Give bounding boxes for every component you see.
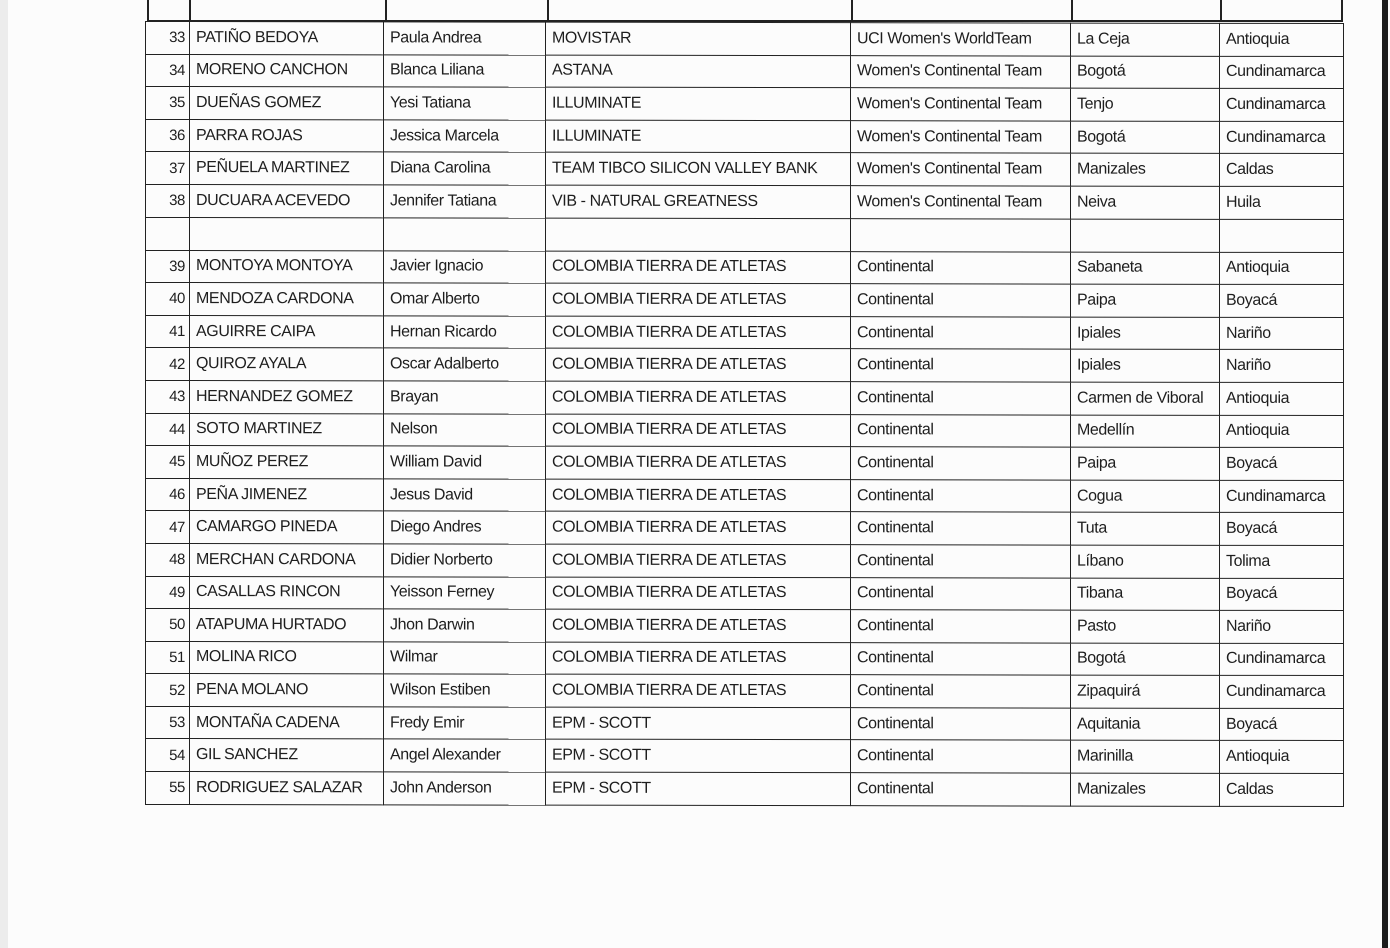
- rider-number-cell: 37: [146, 152, 190, 185]
- team-category-cell: Continental: [851, 382, 1071, 415]
- rider-firstname-cell: Wilson Estiben: [384, 674, 546, 707]
- rider-firstname-cell: Yeisson Ferney: [384, 576, 546, 609]
- rider-surname-cell: RODRIGUEZ SALAZAR: [190, 772, 384, 805]
- rider-firstname-cell: Yesi Tatiana: [384, 87, 546, 120]
- rider-city-cell: Marinilla: [1071, 741, 1220, 774]
- rider-surname-cell: GIL SANCHEZ: [190, 739, 384, 772]
- rider-number-cell: 48: [146, 543, 190, 576]
- rider-city-cell: Medellín: [1071, 415, 1220, 448]
- rider-number-cell: 47: [146, 511, 190, 544]
- rider-surname-cell: PATIÑO BEDOYA: [190, 22, 384, 55]
- team-category-cell: Continental: [851, 251, 1071, 284]
- table-row: [146, 478, 1344, 513]
- rider-department-cell: Boyacá: [1220, 708, 1344, 741]
- rider-surname-cell: PARRA ROJAS: [190, 119, 384, 152]
- team-category-cell: Continental: [851, 512, 1071, 545]
- team-category-cell: Continental: [851, 545, 1071, 578]
- rider-number-cell: 52: [146, 674, 190, 707]
- rider-surname-cell: MERCHAN CARDONA: [190, 543, 384, 576]
- rider-surname-cell: DUEÑAS GOMEZ: [190, 87, 384, 120]
- rider-firstname-cell: John Anderson: [384, 772, 546, 805]
- blank-cell: [190, 217, 384, 250]
- scan-edge: [1382, 0, 1388, 948]
- rider-department-cell: Boyacá: [1220, 284, 1344, 317]
- rider-city-cell: Pasto: [1071, 610, 1220, 643]
- rider-department-cell: Boyacá: [1220, 447, 1344, 480]
- team-category-cell: Women's Continental Team: [851, 153, 1071, 186]
- rider-city-cell: Tibana: [1071, 578, 1220, 611]
- rider-surname-cell: PEÑUELA MARTINEZ: [190, 152, 384, 185]
- rider-department-cell: Cundinamarca: [1220, 676, 1344, 709]
- rider-department-cell: Cundinamarca: [1220, 480, 1344, 513]
- rider-surname-cell: QUIROZ AYALA: [190, 348, 384, 381]
- blank-row: [146, 217, 1344, 252]
- rider-surname-cell: CAMARGO PINEDA: [190, 511, 384, 544]
- rider-department-cell: Boyacá: [1220, 578, 1344, 611]
- rider-surname-cell: SOTO MARTINEZ: [190, 413, 384, 446]
- rider-department-cell: Cundinamarca: [1220, 56, 1344, 89]
- table-row: [146, 152, 1344, 187]
- team-category-cell: Women's Continental Team: [851, 186, 1071, 219]
- rider-number-cell: 53: [146, 706, 190, 739]
- rider-firstname-cell: William David: [384, 446, 546, 479]
- table-row: [146, 706, 1344, 741]
- rider-surname-cell: ATAPUMA HURTADO: [190, 609, 384, 642]
- rider-department-cell: Tolima: [1220, 545, 1344, 578]
- rider-team-cell: COLOMBIA TIERRA DE ATLETAS: [546, 479, 851, 512]
- team-category-cell: Continental: [851, 479, 1071, 512]
- rider-surname-cell: MENDOZA CARDONA: [190, 283, 384, 316]
- roster-women-section: [146, 21, 1344, 219]
- table-row: [146, 674, 1344, 709]
- rider-number-cell: 35: [146, 87, 190, 120]
- rider-department-cell: Boyacá: [1220, 513, 1344, 546]
- rider-surname-cell: MUÑOZ PEREZ: [190, 446, 384, 479]
- blank-cell: [546, 218, 851, 252]
- rider-firstname-cell: Hernan Ricardo: [384, 316, 546, 349]
- table-row: [146, 250, 1344, 285]
- rider-city-cell: Tuta: [1071, 512, 1220, 545]
- rider-surname-cell: AGUIRRE CAIPA: [190, 315, 384, 348]
- team-category-cell: Continental: [851, 740, 1071, 773]
- team-category-cell: Continental: [851, 577, 1071, 610]
- rider-team-cell: COLOMBIA TIERRA DE ATLETAS: [546, 283, 851, 316]
- rider-number-cell: 33: [146, 21, 190, 54]
- rider-department-cell: Antioquia: [1220, 741, 1344, 774]
- rider-firstname-cell: Didier Norberto: [384, 544, 546, 577]
- table-row: [146, 184, 1344, 219]
- rider-city-cell: Líbano: [1071, 545, 1220, 578]
- rider-team-cell: EPM - SCOTT: [546, 740, 851, 773]
- rider-department-cell: Antioquia: [1220, 23, 1344, 56]
- rider-surname-cell: HERNANDEZ GOMEZ: [190, 380, 384, 413]
- rider-department-cell: Antioquia: [1220, 252, 1344, 285]
- roster-separator: [146, 217, 1344, 252]
- table-row: [146, 283, 1344, 318]
- rider-team-cell: COLOMBIA TIERRA DE ATLETAS: [546, 348, 851, 381]
- rider-city-cell: Sabaneta: [1071, 252, 1220, 285]
- rider-firstname-cell: Javier Ignacio: [384, 250, 546, 283]
- rider-number-cell: 39: [146, 250, 190, 283]
- rider-team-cell: ILLUMINATE: [546, 87, 851, 120]
- blank-cell: [1220, 219, 1344, 252]
- rider-roster-table: [145, 21, 1344, 807]
- rider-firstname-cell: Nelson: [384, 413, 546, 446]
- table-row: [146, 511, 1344, 546]
- rider-department-cell: Antioquia: [1220, 382, 1344, 415]
- rider-firstname-cell: Jhon Darwin: [384, 609, 546, 642]
- rider-surname-cell: DUCUARA ACEVEDO: [190, 185, 384, 218]
- rider-department-cell: Cundinamarca: [1220, 121, 1344, 154]
- rider-team-cell: EPM - SCOTT: [546, 707, 851, 740]
- blank-cell: [384, 217, 546, 250]
- rider-firstname-cell: Blanca Liliana: [384, 54, 546, 87]
- rider-city-cell: Aquitania: [1071, 708, 1220, 741]
- rider-number-cell: 54: [146, 739, 190, 772]
- rider-city-cell: Neiva: [1071, 186, 1220, 219]
- rider-team-cell: COLOMBIA TIERRA DE ATLETAS: [546, 642, 851, 675]
- rider-surname-cell: MONTOYA MONTOYA: [190, 250, 384, 283]
- rider-surname-cell: PENA MOLANO: [190, 674, 384, 707]
- rider-firstname-cell: Fredy Emir: [384, 707, 546, 740]
- team-category-cell: Continental: [851, 414, 1071, 447]
- team-category-cell: Continental: [851, 447, 1071, 480]
- rider-department-cell: Antioquia: [1220, 415, 1344, 448]
- table-row: [146, 87, 1344, 122]
- team-category-cell: Continental: [851, 610, 1071, 643]
- table-row: [146, 54, 1344, 89]
- rider-team-cell: ILLUMINATE: [546, 120, 851, 153]
- table-row: [146, 119, 1344, 154]
- blank-cell: [1071, 219, 1220, 252]
- table-row: [146, 380, 1344, 415]
- rider-team-cell: COLOMBIA TIERRA DE ATLETAS: [546, 511, 851, 544]
- rider-city-cell: Ipiales: [1071, 349, 1220, 382]
- rider-department-cell: Caldas: [1220, 773, 1344, 806]
- table-row: [146, 413, 1344, 448]
- scan-shadow: [0, 0, 8, 948]
- rider-city-cell: Bogotá: [1071, 643, 1220, 676]
- table-row: [146, 21, 1344, 56]
- rider-number-cell: 43: [146, 380, 190, 413]
- rider-number-cell: 51: [146, 641, 190, 674]
- team-category-cell: Continental: [851, 349, 1071, 382]
- rider-team-cell: EPM - SCOTT: [546, 772, 851, 805]
- table-row: [146, 315, 1344, 350]
- team-category-cell: Women's Continental Team: [851, 120, 1071, 153]
- rider-firstname-cell: Jennifer Tatiana: [384, 185, 546, 218]
- rider-firstname-cell: Omar Alberto: [384, 283, 546, 316]
- team-category-cell: Women's Continental Team: [851, 88, 1071, 121]
- team-category-cell: UCI Women's WorldTeam: [851, 23, 1071, 56]
- rider-surname-cell: CASALLAS RINCON: [190, 576, 384, 609]
- rider-city-cell: Paipa: [1071, 447, 1220, 480]
- rider-number-cell: 38: [146, 184, 190, 217]
- table-row: [146, 348, 1344, 383]
- table-row: [146, 609, 1344, 644]
- rider-team-cell: COLOMBIA TIERRA DE ATLETAS: [546, 251, 851, 284]
- rider-team-cell: COLOMBIA TIERRA DE ATLETAS: [546, 577, 851, 610]
- rider-firstname-cell: Brayan: [384, 381, 546, 414]
- rider-firstname-cell: Angel Alexander: [384, 739, 546, 772]
- rider-firstname-cell: Wilmar: [384, 642, 546, 675]
- team-category-cell: Continental: [851, 284, 1071, 317]
- rider-department-cell: Caldas: [1220, 154, 1344, 187]
- rider-department-cell: Nariño: [1220, 610, 1344, 643]
- table-row: [146, 543, 1344, 578]
- team-category-cell: Continental: [851, 675, 1071, 708]
- rider-department-cell: Cundinamarca: [1220, 643, 1344, 676]
- rider-city-cell: Zipaquirá: [1071, 675, 1220, 708]
- rider-team-cell: MOVISTAR: [546, 22, 851, 55]
- rider-firstname-cell: Paula Andrea: [384, 22, 546, 55]
- rider-team-cell: TEAM TIBCO SILICON VALLEY BANK: [546, 153, 851, 186]
- rider-number-cell: 55: [146, 772, 190, 805]
- table-header-fragment: [147, 0, 1343, 22]
- table-row: [146, 739, 1344, 774]
- rider-number-cell: 50: [146, 609, 190, 642]
- rider-number-cell: 46: [146, 478, 190, 511]
- rider-number-cell: 40: [146, 283, 190, 316]
- rider-firstname-cell: Jessica Marcela: [384, 120, 546, 153]
- rider-department-cell: Cundinamarca: [1220, 89, 1344, 122]
- rider-team-cell: COLOMBIA TIERRA DE ATLETAS: [546, 414, 851, 447]
- rider-number-cell: 49: [146, 576, 190, 609]
- table-row: [146, 772, 1344, 807]
- team-category-cell: Continental: [851, 708, 1071, 741]
- rider-city-cell: Manizales: [1071, 153, 1220, 186]
- rider-city-cell: Tenjo: [1071, 88, 1220, 121]
- table-row: [146, 641, 1344, 676]
- rider-team-cell: ASTANA: [546, 55, 851, 88]
- rider-firstname-cell: Oscar Adalberto: [384, 348, 546, 381]
- rider-number-cell: 36: [146, 119, 190, 152]
- rider-city-cell: Ipiales: [1071, 317, 1220, 350]
- rider-surname-cell: MONTAÑA CADENA: [190, 706, 384, 739]
- rider-number-cell: 44: [146, 413, 190, 446]
- team-category-cell: Women's Continental Team: [851, 55, 1071, 88]
- rider-team-cell: COLOMBIA TIERRA DE ATLETAS: [546, 316, 851, 349]
- rider-firstname-cell: Diana Carolina: [384, 152, 546, 185]
- rider-city-cell: Bogotá: [1071, 56, 1220, 89]
- blank-cell: [146, 217, 190, 250]
- rider-city-cell: Paipa: [1071, 284, 1220, 317]
- rider-city-cell: Manizales: [1071, 773, 1220, 806]
- team-category-cell: Continental: [851, 773, 1071, 806]
- team-category-cell: Continental: [851, 642, 1071, 675]
- rider-department-cell: Nariño: [1220, 350, 1344, 383]
- rider-firstname-cell: Diego Andres: [384, 511, 546, 544]
- table-row: [146, 446, 1344, 481]
- blank-cell: [851, 218, 1071, 251]
- rider-team-cell: VIB - NATURAL GREATNESS: [546, 185, 851, 218]
- rider-team-cell: COLOMBIA TIERRA DE ATLETAS: [546, 674, 851, 707]
- rider-city-cell: Cogua: [1071, 480, 1220, 513]
- rider-team-cell: COLOMBIA TIERRA DE ATLETAS: [546, 446, 851, 479]
- rider-team-cell: COLOMBIA TIERRA DE ATLETAS: [546, 609, 851, 642]
- team-category-cell: Continental: [851, 316, 1071, 349]
- rider-city-cell: Carmen de Viboral: [1071, 382, 1220, 415]
- rider-team-cell: COLOMBIA TIERRA DE ATLETAS: [546, 544, 851, 577]
- table-row: [146, 576, 1344, 611]
- rider-number-cell: 34: [146, 54, 190, 87]
- rider-city-cell: Bogotá: [1071, 121, 1220, 154]
- rider-city-cell: La Ceja: [1071, 23, 1220, 56]
- rider-number-cell: 41: [146, 315, 190, 348]
- rider-number-cell: 42: [146, 348, 190, 381]
- rider-surname-cell: PEÑA JIMENEZ: [190, 478, 384, 511]
- rider-firstname-cell: Jesus David: [384, 479, 546, 512]
- rider-department-cell: Huila: [1220, 186, 1344, 219]
- rider-number-cell: 45: [146, 446, 190, 479]
- rider-surname-cell: MORENO CANCHON: [190, 54, 384, 87]
- rider-surname-cell: MOLINA RICO: [190, 641, 384, 674]
- rider-department-cell: Nariño: [1220, 317, 1344, 350]
- rider-team-cell: COLOMBIA TIERRA DE ATLETAS: [546, 381, 851, 414]
- roster-men-section: [146, 250, 1344, 806]
